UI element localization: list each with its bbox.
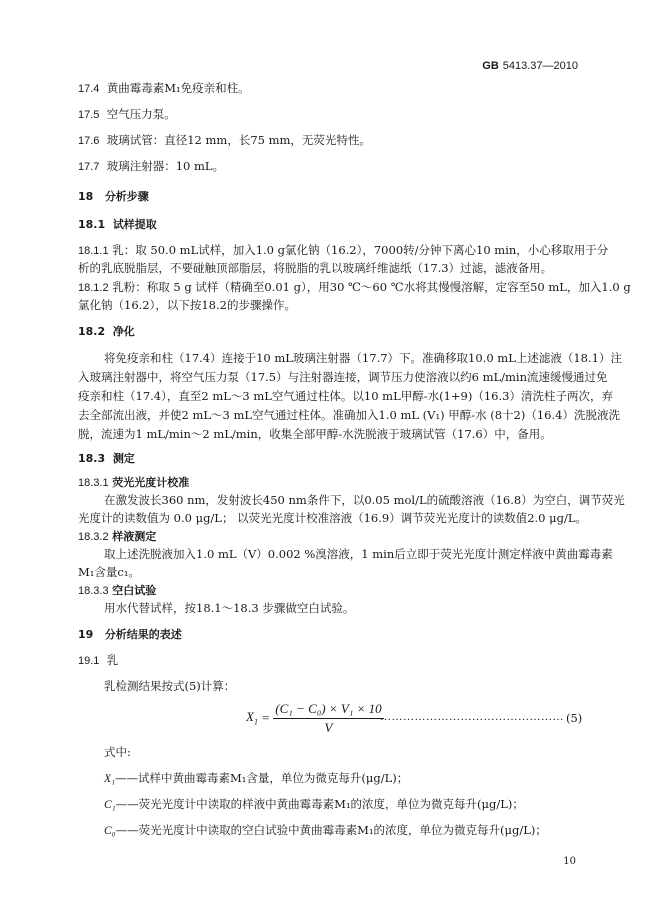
para-18-2-line5: 脱，流速为1 mL/min～2 mL/min，收集全部甲醇-水洗脱液于玻璃试管（17.6）中，备用。 <box>78 427 552 441</box>
section-18-heading: 18 分析步骤 <box>78 190 149 203</box>
item-number: 17.7 <box>78 161 100 173</box>
item-number: 17.6 <box>78 135 100 147</box>
section-19-heading: 19 分析结果的表述 <box>78 628 182 641</box>
section-18-3-heading: 18.3 测定 <box>78 452 135 465</box>
para-18-1-2-line1: 18.1.2 乳粉：称取 5 g 试样（精确至0.01 g），用30 ℃～60 ℃水将其慢慢溶解，定容至50 mL，加入1.0 g <box>78 280 631 294</box>
para-18-3-3-line1: 用水代替试样，按18.1～18.3 步骤做空白试验。 <box>104 601 355 615</box>
formula-lhs: $X_1$ <box>246 709 258 727</box>
page-number: 10 <box>563 856 576 867</box>
item-number: 17.5 <box>78 109 100 121</box>
item-17-5 <box>78 106 176 122</box>
def-c0: C₀——荧光光度计中读取的空白试验中黄曲霉毒素M₁的浓度，单位为微克每升(μg/L)； <box>104 823 547 837</box>
para-18-3-2-line2: M₁含量c₁。 <box>78 565 140 579</box>
formula-5: $X_1$ = $\frac{\text{(C₁ − C₀) × V₁ × 10}}{V}$ <box>246 700 382 735</box>
section-18-2-heading: 18.2 净化 <box>78 325 135 338</box>
item-17-7 <box>78 158 224 174</box>
para-18-1-1-line1: 18.1.1 乳：取 50.0 mL试样，加入1.0 g氯化钠（16.2），7000转/分钟下离心10 min，小心移取用于分 <box>78 243 609 257</box>
para-18-3-2-heading: 18.3.2 样液测定 <box>78 530 157 543</box>
item-17-4 <box>78 80 250 96</box>
formula-leader-dots: ………………………………………… <box>380 711 564 723</box>
para-18-3-2-line1: 取上述洗脱液加入1.0 mL（V）0.002 %溴溶液，1 min后立即于荧光光度计测定样液中黄曲霉毒素 <box>104 547 613 561</box>
formula-numerator: (C₁ − C₀) × V₁ × 10 <box>273 701 383 719</box>
para-18-1-2-line2: 氯化钠（16.2），以下按18.2的步骤操作。 <box>78 298 296 312</box>
standard-prefix: GB <box>482 60 499 72</box>
formula-denominator: V <box>324 719 333 735</box>
standard-code <box>482 60 578 72</box>
item-number: 17.4 <box>78 83 100 95</box>
standard-number: 5413.37—2010 <box>502 60 578 72</box>
item-text: 玻璃试管：直径12 mm，长75 mm，无荧光特性。 <box>106 133 371 147</box>
section-19-1-heading: 19.1 乳 <box>78 653 119 667</box>
formula-number: (5) <box>566 711 583 725</box>
def-x1: X₁——试样中黄曲霉毒素M₁含量，单位为微克每升(μg/L)； <box>104 771 409 785</box>
para-18-3-1-heading: 18.3.1 荧光光度计校准 <box>78 476 190 489</box>
section-18-1-heading: 18.1 试样提取 <box>78 218 157 231</box>
formula-fraction <box>273 701 383 736</box>
para-18-2-line4: 去全部流出液，并使2 mL～3 mL空气通过柱体。准确加入1.0 mL (V₁) 甲醇-水 (8十2)（16.4）洗脱液洗 <box>78 408 620 422</box>
def-c1: C₁——荧光光度计中读取的样液中黄曲霉毒素M₁的浓度，单位为微克每升(μg/L)； <box>104 797 524 811</box>
item-text: 玻璃注射器：10 mL。 <box>106 159 225 173</box>
item-text: 黄曲霉毒素M₁免疫亲和柱。 <box>106 81 250 95</box>
where-label: 式中: <box>104 745 131 759</box>
formula-intro: 乳检测结果按式(5)计算： <box>104 679 236 693</box>
para-18-3-3-heading: 18.3.3 空白试验 <box>78 584 157 597</box>
para-18-3-1-line1: 在激发波长360 nm，发射波长450 nm条件下，以0.05 mol/L的硫酸溶液（16.8）为空白，调节荧光 <box>104 493 625 507</box>
para-18-2-line1: 将免疫亲和柱（17.4）连接于10 mL玻璃注射器（17.7）下。准确移取10.0 mL上述滤液（18.1）注 <box>104 351 622 365</box>
para-18-2-line3: 疫亲和柱（17.4），直至2 mL～3 mL空气通过柱体。以10 mL甲醇-水(1+9)（16.3）清洗柱子两次，弃 <box>78 389 613 403</box>
para-18-1-1-line2: 析的乳底脱脂层，不要碰触顶部脂层，将脱脂的乳以玻璃纤维滤纸（17.3）过滤，滤液备用。 <box>78 261 553 275</box>
para-18-2-line2: 入玻璃注射器中，将空气压力泵（17.5）与注射器连接，调节压力使溶液以约6 mL/min流速缓慢通过免 <box>78 370 608 384</box>
item-text: 空气压力泵。 <box>106 107 176 121</box>
item-17-6 <box>78 132 371 148</box>
para-18-3-1-line2: 光度计的读数值为 0.0 μg/L； 以荧光光度计校准溶液（16.9）调节荧光光度计的读数值2.0 μg/L。 <box>78 511 587 525</box>
